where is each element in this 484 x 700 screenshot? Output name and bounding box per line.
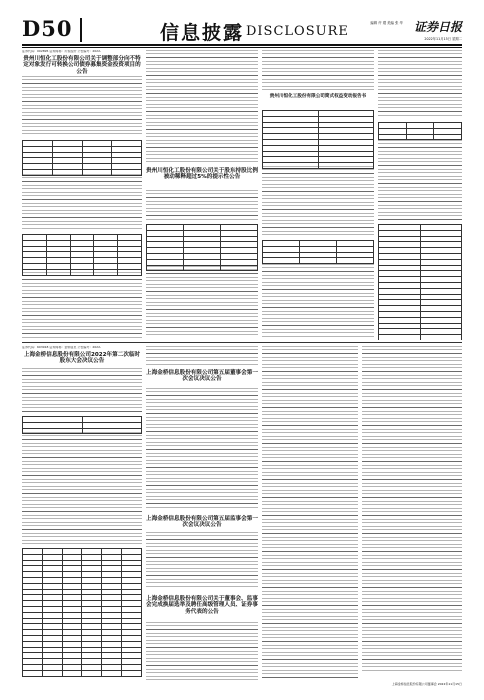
masthead-divider (80, 18, 82, 42)
announcement-headline: 上海金桥信息股份有限公司第五届监事会第一次会议决议公告 (146, 516, 258, 529)
report-info-table (262, 110, 374, 169)
body-text-block (22, 272, 142, 338)
body-text-block (362, 346, 462, 672)
top-column-1 (22, 50, 142, 340)
body-text-block (22, 174, 142, 230)
body-text-block (262, 50, 374, 90)
newspaper-brand-logo: 证券日报 (413, 20, 462, 34)
editor-credits: 编辑 许 璟 美编 张 华 (370, 21, 403, 25)
masthead-right (370, 16, 462, 41)
bottom-column-4 (362, 346, 462, 680)
top-column-2 (146, 50, 258, 340)
body-text-block (262, 264, 374, 338)
voting-results-table (22, 548, 142, 677)
announcement-headline: 贵州川恒化工股份有限公司关于调整部分向不特定对象发行可转换公司债券募集资金投资项目的公告 (23, 56, 141, 75)
bottom-announcement-band (22, 346, 462, 680)
body-text-block (22, 76, 142, 136)
band-separator (22, 342, 462, 343)
body-text-block (22, 368, 142, 412)
masthead-rule (22, 44, 462, 46)
bottom-column-2 (146, 346, 258, 680)
announcement-headline: 上海金桥信息股份有限公司2022年第二次临时股东大会决议公告 (23, 352, 141, 365)
project-table (22, 140, 142, 176)
footer-signature: 上海金桥信息股份有限公司董事会 2022年11月15日 (391, 682, 462, 686)
body-text-block (146, 388, 258, 508)
shareholder-table (146, 224, 258, 271)
body-text-block (146, 622, 258, 680)
body-text-block (378, 50, 462, 118)
stock-code-line: 证券代码：603918 证券简称：金桥信息 公告编号：2022- (22, 346, 102, 349)
body-text-block (378, 140, 462, 220)
announcement-headline: 上海金桥信息股份有限公司第五届董事会第一次会议决议公告 (146, 370, 258, 383)
bottom-column-1 (22, 346, 142, 680)
masthead (0, 0, 484, 44)
body-text-block (262, 166, 374, 236)
body-text-block (146, 346, 258, 366)
body-text-block (146, 190, 258, 220)
issue-date: 2022年11月15日 星期二 (424, 37, 462, 41)
body-text-block (22, 432, 142, 544)
stock-code-line: 证券代码：002895 证券简称：川恒股份 公告编号：2022- (22, 50, 102, 53)
appendix-table (378, 224, 462, 340)
section-title: 信息披露 (160, 22, 245, 44)
top-announcement-band (22, 50, 462, 340)
holding-table (378, 122, 462, 140)
announcement-headline: 贵州川恒化工股份有限公司关于股东持股比例被动稀释超过5%的提示性公告 (146, 168, 258, 181)
section-subtitle-en: DISCLOSURE (246, 24, 349, 39)
bottom-column-3 (262, 346, 358, 680)
top-column-3 (262, 50, 374, 340)
top-column-4 (378, 50, 462, 340)
body-text-block (146, 50, 258, 162)
page-number: D50 (22, 16, 73, 41)
body-text-block (146, 266, 258, 338)
equity-change-table (262, 240, 374, 264)
body-text-block (262, 346, 358, 680)
announcement-headline: 上海金桥信息股份有限公司关于董事会、监事会完成换届选举及聘任高级管理人员、证券事务代表的公告 (146, 596, 258, 615)
investment-table (22, 234, 142, 276)
masthead-rule-thin (22, 47, 462, 48)
body-text-block (146, 532, 258, 588)
report-title: 贵州川恒化工股份有限公司简式权益变动报告书 (269, 94, 367, 99)
